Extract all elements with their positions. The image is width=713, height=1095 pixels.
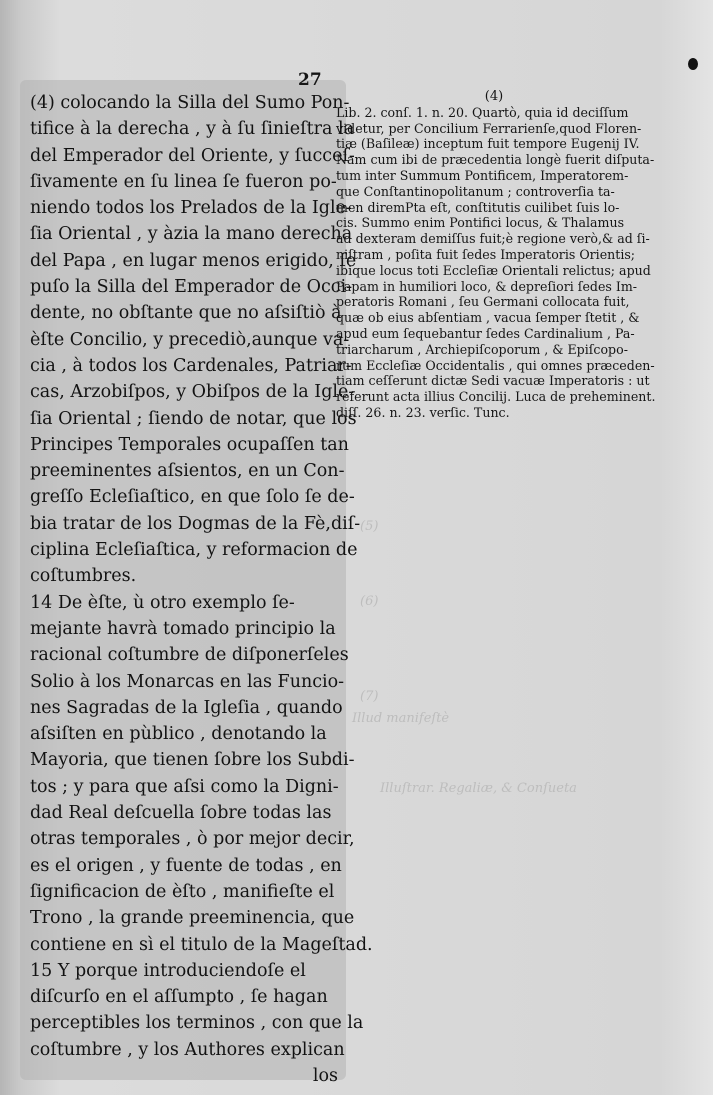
- footnote-line: tiæ (Baſileæ) inceptum fuit tempore Eugenij IV.: [336, 136, 640, 152]
- bleed-through-text: (5): [360, 519, 379, 534]
- footnote-line: tum inter Summum Pontificem, Imperatorem-: [336, 167, 629, 183]
- footnote-line: Papam in humiliori loco, & depreſiori ſedes Im-: [336, 278, 638, 294]
- text-line: Mayoria, que tienen ſobre los Subdi-: [30, 750, 355, 771]
- footnote-line: rum Eccleſiæ Occidentalis , qui omnes præceden-: [336, 357, 655, 373]
- text-line: 15 Y porque introduciendoſe el: [30, 960, 306, 981]
- footnote-line: cis. Summo enim Pontifici locus, & Thalamus: [336, 215, 625, 231]
- text-line: diſcurſo en el aſſumpto , ſe hagan: [30, 987, 328, 1008]
- footnote-line: referunt acta illius Concilij. Luca de preheminent.: [336, 389, 656, 405]
- text-line: preeminentes aſsientos, en un Con-: [30, 461, 345, 482]
- text-line: (4) colocando la Silla del Sumo Pon-: [30, 93, 350, 113]
- text-line: ſignificacion de èſto , manifieſte el: [30, 881, 335, 902]
- bleed-through-text: (6): [360, 594, 379, 609]
- footnote-line: peratoris Romani , ſeu Germani collocata fuit,: [336, 294, 630, 310]
- text-line: ciplina Ecleſiaſtica, y reformacion de: [30, 540, 358, 561]
- bleed-through-text: (7): [360, 689, 379, 704]
- text-line: contiene en sì el titulo de la Mageſtad.: [30, 934, 373, 955]
- text-line: nes Sagradas de la Igleſia , quando: [30, 697, 343, 718]
- text-line: bia tratar de los Dogmas de la Fè,diſ-: [30, 513, 361, 534]
- page-number: 27: [298, 70, 322, 90]
- text-line: greſſo Ecleſiaſtico, en que ſolo ſe de-: [30, 487, 355, 508]
- text-line: otras temporales , ò por mejor decir,: [30, 829, 355, 850]
- text-line: mejante havrà tomado principio la: [30, 618, 336, 639]
- footnote-line: tiam ceſſerunt dictæ Sedi vacuæ Imperatoris : ut: [336, 373, 650, 389]
- footnote-line: ad dexteram demiſſus fuit;è regione verò,& ad ſi-: [336, 231, 650, 247]
- text-line: perceptibles los terminos , con que la: [30, 1013, 364, 1034]
- text-line: tifice à la derecha , y à ſu ſinieſtra la: [30, 119, 355, 140]
- text-line: ſia Oriental , y àzia la mano derecha: [30, 224, 353, 245]
- text-line: Principes Temporales ocupaſſen tan: [30, 434, 349, 455]
- text-line: ſivamente en ſu linea ſe fueron po-: [30, 171, 337, 192]
- text-line: coſtumbre , y los Authores explican: [30, 1039, 345, 1060]
- text-line: èſte Concilio, y precediò,aunque va-: [30, 329, 350, 350]
- text-line: cia , à todos los Cardenales, Patriar-: [30, 355, 352, 376]
- text-line: niendo todos los Prelados de la Igle-: [30, 198, 352, 219]
- footnote-line: que Conſtantinopolitanum ; controverſia ta-: [336, 183, 615, 199]
- footnote-column: [336, 89, 656, 421]
- text-line: coſtumbres.: [30, 566, 137, 587]
- main-text-column: [30, 90, 373, 1089]
- footnote-line: quæ ob eius abſentiam , vacua ſemper ſtetit , &: [336, 310, 640, 326]
- footnote-line: diſſ. 26. n. 23. verſic. Tunc.: [336, 404, 510, 420]
- footnote-line: ibique locus toti Eccleſiæ Orientali relictus; apud: [336, 262, 651, 278]
- text-line: aſsiſten en pùblico , denotando la: [30, 724, 327, 745]
- footnote-line: niſtram , poſita fuit ſedes Imperatoris Orientis;: [336, 246, 636, 262]
- text-line: racional coſtumbre de diſponerſeles: [30, 645, 349, 666]
- text-line: Trono , la grande preeminencia, que: [30, 908, 355, 929]
- text-line: del Emperador del Oriente, y ſucceſ-: [30, 145, 355, 166]
- text-line: 14 De èſte, ù otro exemplo ſe-: [30, 592, 295, 613]
- text-line: del Papa , en lugar menos erigido, ſe: [30, 250, 357, 271]
- footnote-line: videtur, per Concilium Ferrarienſe,quod Floren-: [336, 120, 642, 136]
- footnote-line: Lib. 2. conſ. 1. n. 20. Quartò, quia id deciſſum: [336, 104, 629, 120]
- text-line: ſia Oriental ; ſiendo de notar, que los: [30, 408, 357, 429]
- footnote-line: Nam cum ibi de præcedentia longè fuerit diſputa-: [336, 152, 655, 168]
- footnote-line: men diremPta eſt, conſtitutis cuilibet ſuis lo-: [336, 199, 620, 215]
- text-line: cas, Arzobiſpos, y Obiſpos de la Igle-: [30, 382, 355, 403]
- catchword: los: [312, 1065, 338, 1086]
- text-line: dente, no obſtante que no aſsiſtiò à: [30, 303, 342, 324]
- ink-blot: [688, 58, 698, 70]
- footnote-marker: (4): [484, 89, 504, 104]
- text-line: tos ; y para que aſsi como la Digni-: [30, 776, 339, 797]
- text-line: puſo la Silla del Emperador de Occi-: [30, 277, 353, 298]
- footnote-line: triarcharum , Archiepiſcoporum , & Epiſcopo-: [336, 341, 628, 357]
- text-line: dad Real deſcuella ſobre todas las: [30, 803, 332, 824]
- footnote-line: apud eum ſequebantur ſedes Cardinalium , Pa-: [336, 325, 635, 341]
- bleed-through-text: Illuſtrar. Regaliæ, & Conſueta: [380, 781, 577, 796]
- bleed-through-text: Illud manifeſtè: [352, 711, 450, 726]
- text-line: es el origen , y fuente de todas , en: [30, 855, 342, 876]
- text-line: Solio à los Monarcas en las Funcio-: [30, 671, 345, 692]
